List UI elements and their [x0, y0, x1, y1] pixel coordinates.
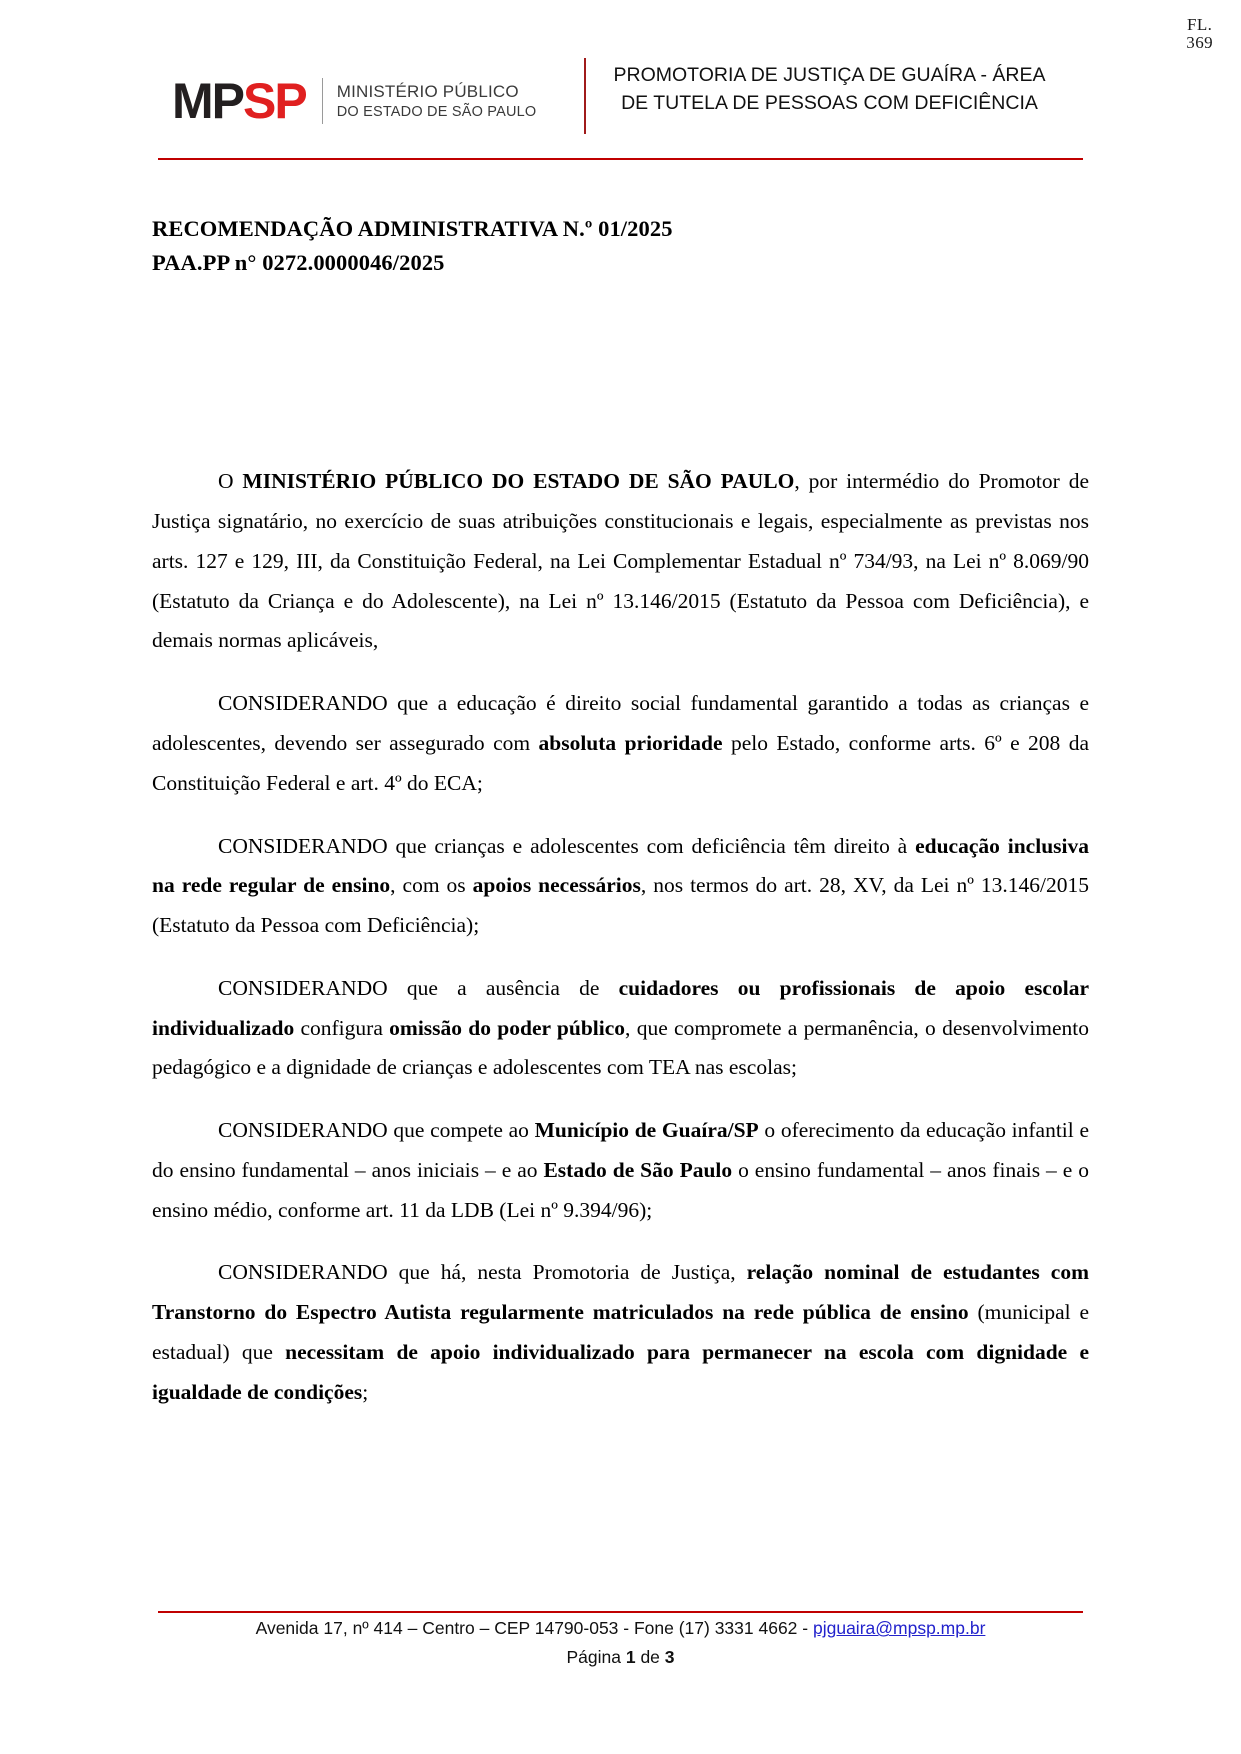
paragraph-list [152, 462, 1089, 1412]
institution-name-line2: DO ESTADO DE SÃO PAULO [336, 103, 537, 120]
paragraph-considerando-5: CONSIDERANDO que há, nesta Promotoria de Justiça, relação nominal de estudantes com Transtorno do Espectro Autista regularmente matriculados na rede pública de ensino (municipal e estadual) que necessitam de apoio individualizado para permanecer na escola com dignidade e igualdade de condições; [152, 1260, 1090, 1404]
document-footer [152, 1614, 1089, 1672]
header-horizontal-rule [158, 158, 1083, 160]
folio-stamp [1186, 16, 1213, 52]
office-title: PROMOTORIA DE JUSTIÇA DE GUAÍRA - ÁREA DE TUTELA DE PESSOAS COM DEFICIÊNCIA [613, 64, 1046, 114]
document-title: RECOMENDAÇÃO ADMINISTRATIVA N.º 01/2025 [152, 216, 673, 241]
wordmark-mp: MP [172, 73, 243, 129]
mpsp-wordmark [172, 73, 306, 129]
paragraph-considerando-3: CONSIDERANDO que a ausência de cuidadores ou profissionais de apoio escolar individualizado configura omissão do poder público, que compromete a permanência, o desenvolvimento pedagógico e a dignidade de crianças e adolescentes com TEA nas escolas; [152, 975, 1089, 1080]
paragraph-considerando-2: CONSIDERANDO que crianças e adolescentes com deficiência têm direito à educação inclusiva na rede regular de ensino, com os apoios necessários, nos termos do art. 28, XV, da Lei nº 13.146/2015 (Estatuto da Pessoa com Deficiência); [152, 833, 1089, 938]
document-header [172, 58, 1069, 134]
document-body [152, 212, 1089, 1435]
mpsp-logo [172, 58, 537, 129]
wordmark-sp: SP [243, 73, 306, 129]
page-prefix: Página [566, 1647, 626, 1668]
page-current: 1 [625, 1647, 636, 1668]
folio-number: 369 [1186, 32, 1213, 52]
paragraph-considerando-4: CONSIDERANDO que compete ao Município de Guaíra/SP o oferecimento da educação infantil e do ensino fundamental – anos iniciais – e ao Estado de São Paulo o ensino fundamental – anos finais – e o ensino médio, conforme art. 11 da LDB (Lei nº 9.394/96); [152, 1118, 1090, 1222]
institution-name [337, 81, 537, 121]
footer-page-number [152, 1643, 1089, 1672]
page-middle: de [635, 1647, 665, 1668]
footer-email-link[interactable]: pjguaira@mpsp.mp.br [812, 1618, 986, 1639]
paragraph-opening: O MINISTÉRIO PÚBLICO DO ESTADO DE SÃO PAULO, por intermédio do Promotor de Justiça signatário, no exercício de suas atribuições constitucionais e legais, especialmente as previstas nos arts. 127 e 129, III, da Constituição Federal, na Lei Complementar Estadual nº 734/93, na Lei nº 8.069/90 (Estatuto da Criança e do Adolescente), na Lei nº 13.146/2015 (Estatuto da Pessoa com Deficiência), e demais normas aplicáveis, [152, 469, 1089, 653]
document-case-number: PAA.PP n° 0272.0000046/2025 [152, 250, 445, 276]
title-body-spacer [152, 280, 1089, 462]
page-total: 3 [664, 1647, 675, 1668]
footer-horizontal-rule [158, 1611, 1083, 1613]
paragraph-considerando-1: CONSIDERANDO que a educação é direito social fundamental garantido a todas as crianças e adolescentes, devendo ser assegurado com absoluta prioridade pelo Estado, conforme arts. 6º e 208 da Constituição Federal e art. 4º do ECA; [152, 691, 1089, 795]
folio-label: FL. [1187, 15, 1213, 34]
footer-address-text: Avenida 17, nº 414 – Centro – CEP 14790-053 - Fone (17) 3331 4662 - [255, 1618, 813, 1639]
logo-divider [322, 78, 323, 124]
footer-address-line [152, 1614, 1089, 1643]
institution-name-line1: MINISTÉRIO PÚBLICO [336, 81, 519, 101]
document-title-block [152, 212, 1089, 280]
